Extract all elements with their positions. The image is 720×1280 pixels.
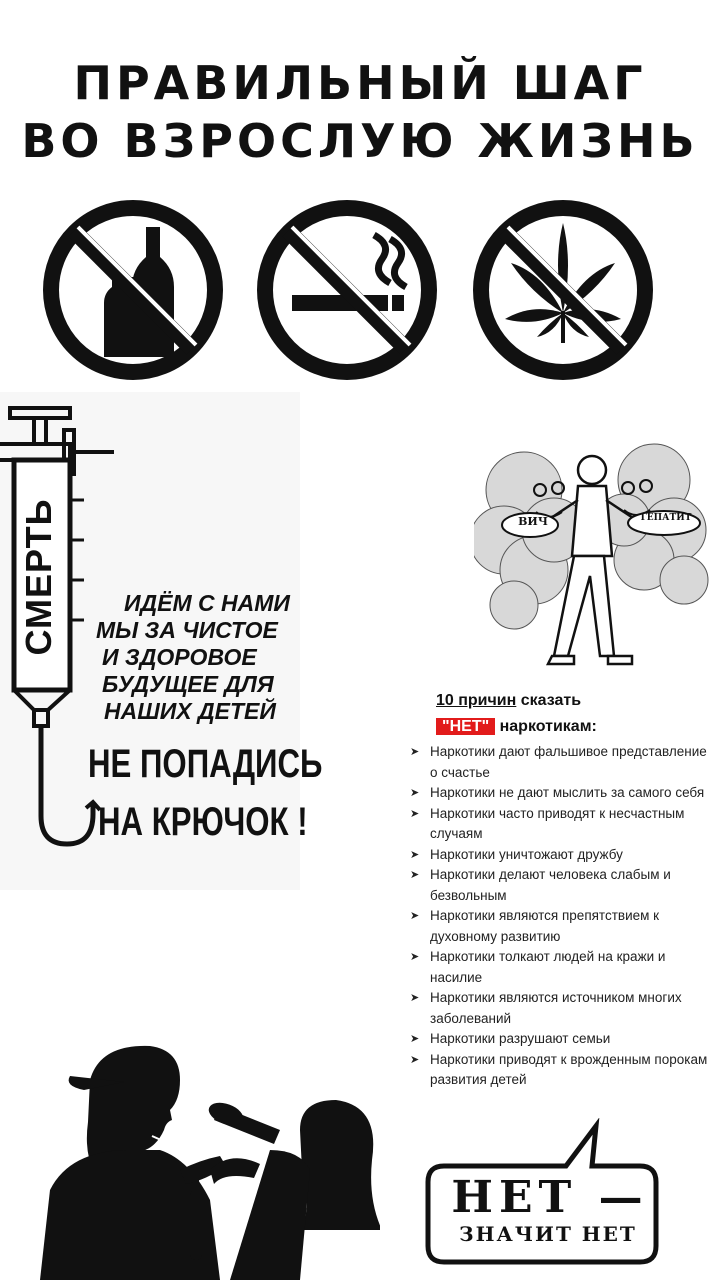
reasons-title-text: сказать <box>516 692 582 709</box>
hepatitis-label: ГЕПАТИТ <box>640 513 692 523</box>
hiv-label: ВИЧ <box>518 515 548 528</box>
arrow-bullet-icon: ➤ <box>410 807 420 820</box>
list-item <box>408 804 708 845</box>
list-item-text: Наркотики толкают людей на кражи и насилие <box>430 949 666 985</box>
arrow-bullet-icon: ➤ <box>410 746 420 758</box>
list-item-text: Наркотики приводят к врожденным порокам развития детей <box>430 1051 708 1087</box>
speech-bubble-line2: ЗНАЧИТ НЕТ <box>459 1222 637 1246</box>
syringe-label: СМЕРТЬ <box>18 498 59 656</box>
hook-slogan-line1: НЕ ПОПАДИСЬ <box>88 742 323 786</box>
list-item <box>408 783 708 804</box>
slogan-line: БУДУЩЕЕ ДЛЯ <box>102 671 274 697</box>
hook-slogan-line2: НА КРЮЧОК ! <box>98 800 308 844</box>
page-title-line2: ВО ВЗРОСЛУЮ ЖИЗНЬ <box>21 114 699 168</box>
list-item-text: Наркотики являются препятствием к духовному развитию <box>430 908 660 944</box>
list-item-text: Наркотики уничтожают дружбу <box>430 846 623 862</box>
list-item-text: Наркотики дают фальшивое представление о счастье <box>430 744 707 780</box>
list-item-text: Наркотики являются источником многих заболеваний <box>430 990 682 1026</box>
no-drugs-icon <box>468 195 658 385</box>
list-item <box>408 742 708 783</box>
list-item <box>408 865 708 906</box>
arrow-bullet-icon: ➤ <box>410 848 420 861</box>
arrow-bullet-icon: ➤ <box>410 992 420 1004</box>
list-item <box>408 1050 708 1091</box>
reasons-count: 10 причин <box>436 692 517 709</box>
reasons-title-line2 <box>436 718 597 736</box>
reasons-title-line1 <box>436 692 581 710</box>
list-item <box>408 947 708 988</box>
arrow-bullet-icon: ➤ <box>410 1053 420 1066</box>
list-item-text: Наркотики не дают мыслить за самого себя <box>430 785 705 800</box>
slogan-line: И ЗДОРОВОЕ <box>102 644 257 670</box>
slogan-line: НАШИХ ДЕТЕЙ <box>104 698 276 724</box>
list-item-text: Наркотики разрушают семьи <box>430 1031 611 1046</box>
slogan-line: МЫ ЗА ЧИСТОЕ <box>96 617 278 643</box>
reasons-title-text: наркотикам: <box>495 718 597 735</box>
speech-bubble-line1: НЕТ — <box>451 1172 649 1223</box>
syringe-label-wrapper <box>18 470 58 680</box>
list-item <box>408 906 708 947</box>
no-alcohol-icon <box>38 195 228 385</box>
arrow-bullet-icon: ➤ <box>410 910 420 922</box>
disease-clouds-illustration <box>474 430 710 680</box>
list-item <box>408 1029 708 1050</box>
arrow-bullet-icon: ➤ <box>410 1033 420 1045</box>
reasons-list <box>408 742 708 1091</box>
no-smoking-icon <box>252 195 442 385</box>
arrow-bullet-icon: ➤ <box>410 869 420 881</box>
list-item-text: Наркотики делают человека слабым и безвольным <box>430 867 671 903</box>
slogan-block <box>96 590 306 725</box>
arrow-bullet-icon: ➤ <box>410 787 420 799</box>
reasons-list-container <box>408 742 708 1091</box>
page-title-line1: ПРАВИЛЬНЫЙ ШАГ <box>73 56 647 110</box>
arrow-bullet-icon: ➤ <box>410 951 420 963</box>
list-item <box>408 845 708 866</box>
net-badge: "НЕТ" <box>436 718 495 735</box>
slogan-line: ИДЁМ С НАМИ <box>124 590 290 616</box>
list-item-text: Наркотики часто приводят к несчастным случаям <box>430 805 685 841</box>
teen-silhouettes-illustration <box>30 1020 380 1280</box>
list-item <box>408 988 708 1029</box>
